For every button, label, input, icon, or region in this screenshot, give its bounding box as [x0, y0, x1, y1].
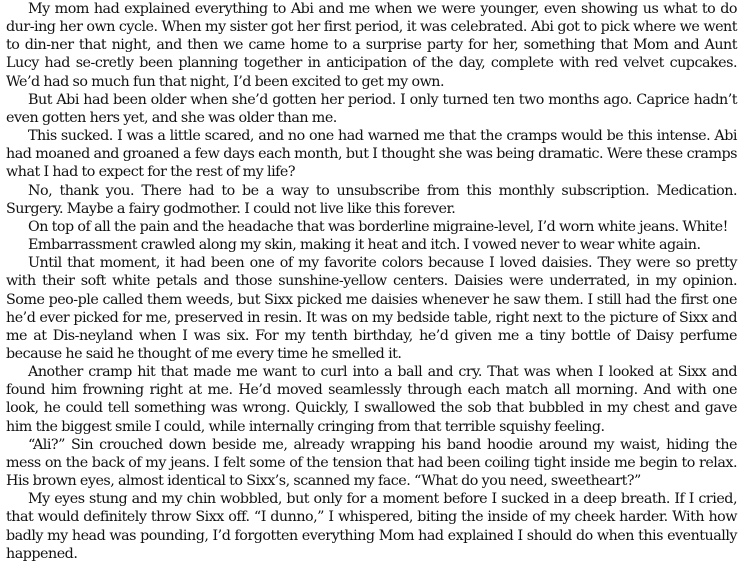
- paragraph-1: My mom had explained everything to Abi and me when we were younger, even showing us what to do dur-ing her own cycle. When my sister got her first period, it was celebrated. Abi got to pick where we went to din-ner that night, and then we came home to a surprise party for her, something that Mom and Aunt Lucy had se-cretly been planning together in anticipation of the day, complete with red velvet cupcakes. We’d had so much fun that night, I’d been excited to get my own.: [6, 1, 737, 90]
- paragraph-5: On top of all the pain and the headache that was borderline migraine-level, I’d worn white jeans. White!: [28, 218, 728, 235]
- paragraph-7: Until that moment, it had been one of my favorite colors because I loved daisies. They were so pretty with their soft white petals and those sunshine-yellow centers. Daisies were underrated, in my opinion. Some peo-ple called them weeds, but Sixx picked me daisies whenever he saw them. I still had the first one he’d ever picked for me, preserved in resin. It was on my bedside table, right next to the picture of Sixx and me at Dis-neyland when I was six. For my tenth birthday, he’d given me a tiny bottle of Daisy perfume because he said he thought of me every time he smelled it.: [6, 255, 737, 362]
- paragraph-10: My eyes stung and my chin wobbled, but only for a moment before I sucked in a deep breath. If I cried, that would definitely throw Sixx off. “I dunno,” I whispered, biting the inside of my cheek harder. With how badly my head was pounding, I’d forgotten everything Mom had explained I should do when this eventually happened.: [6, 491, 737, 562]
- paragraph-6: Embarrassment crawled along my skin, making it heat and itch. I vowed never to wear white again.: [28, 237, 701, 254]
- paragraph-8: Another cramp hit that made me want to curl into a ball and cry. That was when I looked at Sixx and found him frowning right at me. He’d moved seamlessly through each match all morning. And with one look, he could tell something was wrong. Quickly, I swallowed the sob that bubbled in my chest and gave him the biggest smile I could, while internally cringing from that terrible squishy feeling.: [6, 364, 737, 435]
- paragraph-4: No, thank you. There had to be a way to unsubscribe from this monthly subscription. Medication. Surgery. Maybe a fairy godmother. I could not live like this forever.: [6, 182, 737, 217]
- paragraph-2: But Abi had been older when she’d gotten her period. I only turned ten two months ago. Caprice hadn’t even gotten hers yet, and she was older than me.: [6, 91, 737, 126]
- paragraph-3: This sucked. I was a little scared, and no one had warned me that the cramps would be this intense. Abi had moaned and groaned a few days each month, but I thought she was being dramatic. Were these cramps what I had to expect for the rest of my life?: [6, 128, 737, 181]
- paragraph-9: “Ali?” Sin crouched down beside me, already wrapping his band hoodie around my waist, hiding the mess on the back of my jeans. I felt some of the tension that had been coiling tight inside me begin to relax. His brown eyes, almost identical to Sixx’s, scanned my face. “What do you need, sweetheart?”: [6, 436, 737, 490]
